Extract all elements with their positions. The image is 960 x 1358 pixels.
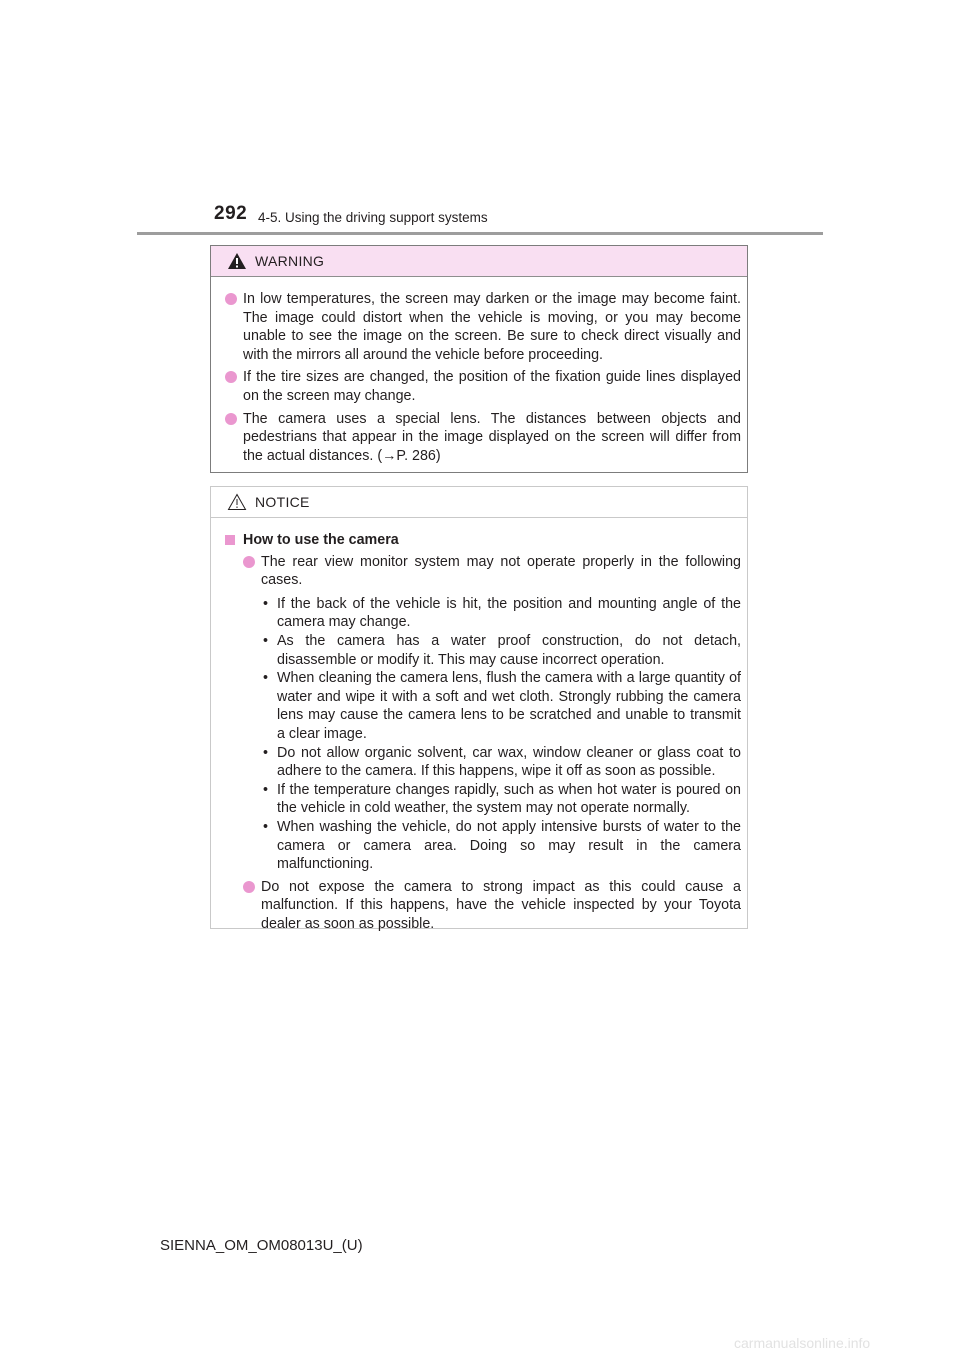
bullet-dot-icon xyxy=(225,293,237,305)
notice-item-text: The rear view monitor system may not operate properly in the following cases. xyxy=(261,553,741,589)
bullet-dot-icon xyxy=(225,371,237,383)
notice-heading xyxy=(225,531,741,550)
bullet-char: • xyxy=(263,670,269,687)
warning-item xyxy=(225,410,741,466)
bullet-char: • xyxy=(263,632,269,649)
page-number: 292 xyxy=(214,203,248,224)
warning-item-text: If the tire sizes are changed, the position of the fixation guide lines displayed on the screen may change. xyxy=(243,369,741,404)
notice-body xyxy=(211,518,747,933)
warning-icon xyxy=(227,252,247,270)
notice-bullet-list xyxy=(261,595,741,874)
bullet-char: • xyxy=(263,744,269,761)
list-item xyxy=(261,595,741,632)
list-item xyxy=(261,669,741,743)
list-item xyxy=(261,632,741,669)
list-item-text: If the back of the vehicle is hit, the position and mounting angle of the camera may change. xyxy=(277,595,741,631)
bullet-char: • xyxy=(263,595,269,612)
list-item xyxy=(261,818,741,874)
warning-header xyxy=(211,246,747,277)
notice-header xyxy=(211,487,747,518)
square-bullet-icon xyxy=(225,535,235,545)
list-item-text: If the temperature changes rapidly, such as when hot water is poured on the vehicle in cold weather, the system may not operate normally. xyxy=(277,781,741,817)
document-code: SIENNA_OM_OM08013U_(U) xyxy=(160,1237,363,1254)
notice-item xyxy=(243,553,741,874)
warning-box xyxy=(210,245,748,473)
notice-item xyxy=(243,878,741,934)
warning-item xyxy=(225,290,741,364)
list-item-text: As the camera has a water proof construction, do not detach, disassemble or modify it. This may cause incorrect operation. xyxy=(277,632,741,668)
bullet-char: • xyxy=(263,818,269,835)
list-item xyxy=(261,781,741,818)
caution-outline-icon xyxy=(227,493,247,511)
notice-item-text: Do not expose the camera to strong impact as this could cause a malfunction. If this happens, have the vehicle inspected by your Toyota dealer as soon as possible. xyxy=(261,878,741,932)
bullet-dot-icon xyxy=(243,556,255,568)
bullet-dot-icon xyxy=(225,413,237,425)
section-title: 4-5. Using the driving support systems xyxy=(258,210,488,225)
warning-item-text: The camera uses a special lens. The distances between objects and pedestrians that appear in the image displayed on the screen will differ from the actual distances. (→P. 286) xyxy=(243,410,741,464)
header-rule xyxy=(137,232,823,235)
notice-box xyxy=(210,486,748,932)
warning-item xyxy=(225,368,741,405)
watermark: carmanualsonline.info xyxy=(734,1335,871,1351)
list-item-text: When washing the vehicle, do not apply intensive bursts of water to the camera or camera area. Doing so may result in the camera malfunctioning. xyxy=(277,818,741,873)
warning-body xyxy=(211,277,747,465)
notice-heading-text: How to use the camera xyxy=(243,532,399,548)
bullet-char: • xyxy=(263,781,269,798)
list-item-text: Do not allow organic solvent, car wax, window cleaner or glass coat to adhere to the camera. If this happens, wipe it off as soon as possible. xyxy=(277,744,741,780)
warning-label: WARNING xyxy=(255,253,325,269)
warning-item-text: In low temperatures, the screen may darken or the image may become faint. The image could distort when the vehicle is moving, or you may become unable to see the image on the screen. Be sure to check direct visually and with the mirrors all around the vehicle before proceeding. xyxy=(243,291,741,363)
list-item-text: When cleaning the camera lens, flush the camera with a large quantity of water and wipe it with a soft and wet cloth. Strongly rubbing the camera lens may cause the camera lens to be scratched and unable to transmit a clear image. xyxy=(277,670,741,742)
list-item xyxy=(261,744,741,781)
bullet-dot-icon xyxy=(243,881,255,893)
notice-label: NOTICE xyxy=(255,494,310,510)
